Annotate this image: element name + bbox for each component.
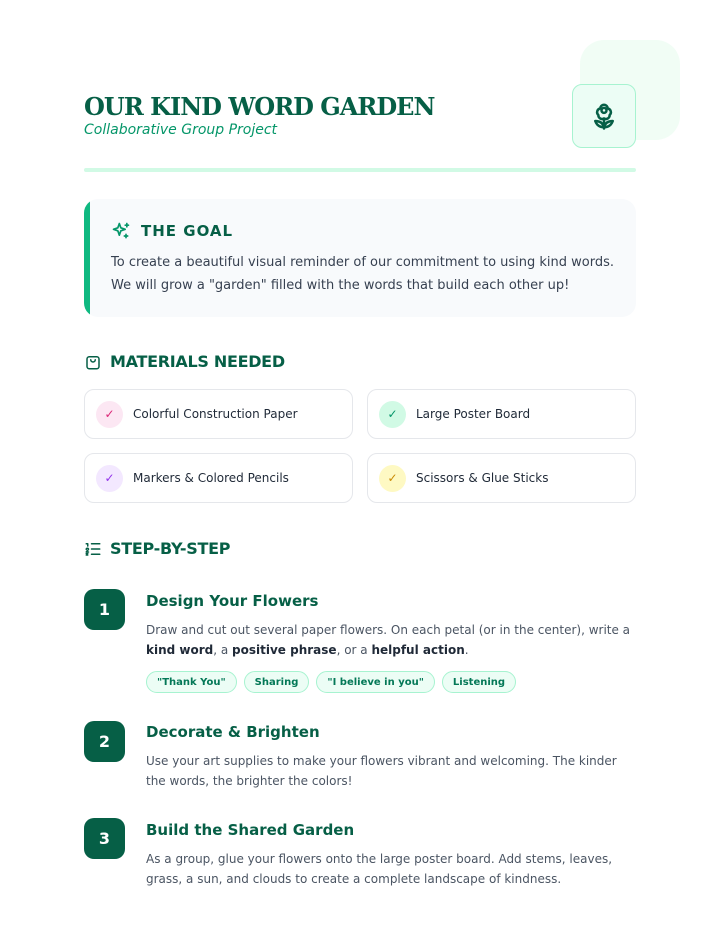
shopping-bag-icon <box>84 353 102 371</box>
material-item <box>84 453 353 503</box>
check-icon: ✓ <box>96 465 123 492</box>
step-number: 3 <box>84 818 125 859</box>
material-label: Markers & Colored Pencils <box>133 471 289 485</box>
material-label: Large Poster Board <box>416 407 531 421</box>
step-description: Draw and cut out several paper flowers. On each petal (or in the center), write a kind word, a positive phrase, or a helpful action. <box>146 623 631 657</box>
goal-card <box>84 199 636 317</box>
goal-title: THE GOAL <box>141 222 234 240</box>
material-item <box>367 453 636 503</box>
check-icon: ✓ <box>379 465 406 492</box>
step-description: As a group, glue your flowers onto the large poster board. Add stems, leaves, grass, a sun, and clouds to create a complete landscape of kindness. <box>146 852 613 886</box>
page-subtitle: Collaborative Group Project <box>84 122 278 138</box>
tag-chip: Listening <box>442 671 516 693</box>
goal-accent-bar <box>84 199 90 317</box>
step-number: 2 <box>84 721 125 762</box>
step-title: Build the Shared Garden <box>146 821 355 839</box>
step-description: Use your art supplies to make your flowers vibrant and welcoming. The kinder the words, the brighter the colors! <box>146 754 617 788</box>
header <box>84 84 636 174</box>
tag-chip: "Thank You" <box>146 671 237 693</box>
sparkles-icon <box>111 221 131 241</box>
check-icon: ✓ <box>96 401 123 428</box>
goal-heading <box>111 221 233 241</box>
materials-heading <box>84 352 285 371</box>
page-title: OUR KIND WORD GARDEN <box>84 92 435 121</box>
goal-text: To create a beautiful visual reminder of our commitment to using kind words. We will grow a "garden" filled with the words that build each other up! <box>111 255 615 293</box>
step-title: Decorate & Brighten <box>146 723 320 741</box>
material-label: Colorful Construction Paper <box>133 407 298 421</box>
material-item <box>84 389 353 439</box>
header-divider <box>84 168 636 172</box>
material-item <box>367 389 636 439</box>
flower-icon <box>589 101 619 131</box>
check-icon: ✓ <box>379 401 406 428</box>
tag-chip: "I believe in you" <box>316 671 435 693</box>
materials-title: MATERIALS NEEDED <box>110 352 285 371</box>
steps-heading <box>84 539 230 558</box>
logo-badge <box>572 84 636 148</box>
material-label: Scissors & Glue Sticks <box>416 471 549 485</box>
tag-chip: Sharing <box>244 671 310 693</box>
step-number: 1 <box>84 589 125 630</box>
step-title: Design Your Flowers <box>146 592 319 610</box>
steps-title: STEP-BY-STEP <box>110 539 231 558</box>
list-icon <box>84 540 102 558</box>
example-tags <box>146 671 516 693</box>
